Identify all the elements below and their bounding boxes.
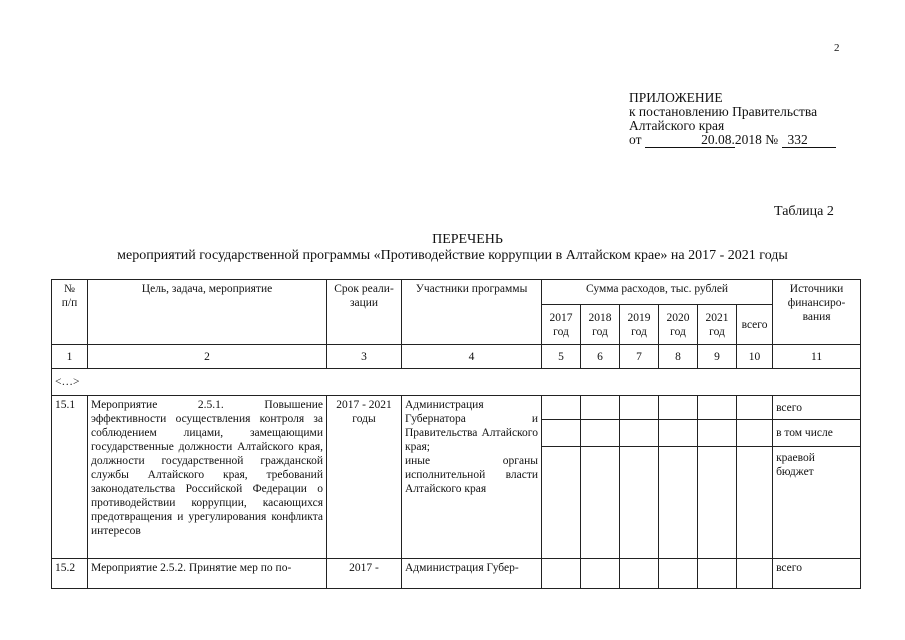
- amount-cell: [581, 559, 620, 589]
- column-number: 1: [52, 345, 88, 369]
- number-label: №: [765, 132, 779, 147]
- amount-cell: [620, 420, 659, 447]
- row-number: 15.1: [52, 396, 88, 559]
- column-number: 6: [581, 345, 620, 369]
- row-source: всего: [773, 559, 861, 589]
- amount-cell: [659, 559, 698, 589]
- header-num: № п/п: [52, 280, 88, 345]
- page-number: 2: [834, 42, 840, 54]
- number-field: 332: [782, 133, 836, 148]
- title-line-1: ПЕРЕЧЕНЬ: [432, 232, 503, 247]
- header-year-2019: 2019 год: [620, 305, 659, 345]
- header-term: Срок реали- зации: [327, 280, 402, 345]
- header-sources: Источники финансиро- вания: [773, 280, 861, 345]
- appendix-block: [629, 91, 836, 148]
- table-label: Таблица 2: [774, 204, 834, 219]
- column-number: 8: [659, 345, 698, 369]
- measures-table: [51, 279, 861, 589]
- column-number: 7: [620, 345, 659, 369]
- column-number: 11: [773, 345, 861, 369]
- header-year-2018: 2018 год: [581, 305, 620, 345]
- amount-cell: [659, 396, 698, 420]
- date-field: 20.08.: [645, 133, 735, 148]
- ellipsis-cell: <…>: [52, 369, 861, 396]
- column-number: 4: [402, 345, 542, 369]
- row-source: краевой бюджет: [773, 447, 861, 559]
- row-participants: Администрация Губер-: [402, 559, 542, 589]
- amount-cell: [620, 396, 659, 420]
- header-year-2021: 2021 год: [698, 305, 737, 345]
- header-goal: Цель, задача, мероприятие: [88, 280, 327, 345]
- row-source: в том числе: [773, 420, 861, 447]
- amount-cell: [620, 447, 659, 559]
- from-label: от: [629, 132, 642, 147]
- row-term: 2017 -: [327, 559, 402, 589]
- amount-cell: [542, 396, 581, 420]
- amount-cell: [737, 420, 773, 447]
- appendix-title: ПРИЛОЖЕНИЕ: [629, 90, 723, 105]
- column-number: 2: [88, 345, 327, 369]
- year-text: 2018: [734, 132, 762, 147]
- column-number: 3: [327, 345, 402, 369]
- amount-cell: [659, 420, 698, 447]
- column-number: 9: [698, 345, 737, 369]
- appendix-date-line: [629, 133, 836, 148]
- header-total: всего: [737, 305, 773, 345]
- row-source: всего: [773, 396, 861, 420]
- amount-cell: [581, 447, 620, 559]
- amount-cell: [620, 559, 659, 589]
- amount-cell: [581, 420, 620, 447]
- table-row: [52, 396, 861, 420]
- amount-cell: [542, 559, 581, 589]
- row-number: 15.2: [52, 559, 88, 589]
- amount-cell: [737, 396, 773, 420]
- table-row: [52, 559, 861, 589]
- row-goal: Мероприятие 2.5.1. Повышение эффективности осуществления контроля за соблюдением лицами, замещающими государственные должности Алтайского края, должности государственной гражданской службы Алтайского края, требований законодательства Российской Федерации о противодействии коррупции, касающихся предотвращения и урегулирования конфликта интересов: [88, 396, 327, 559]
- amount-cell: [542, 420, 581, 447]
- column-number: 5: [542, 345, 581, 369]
- amount-cell: [542, 447, 581, 559]
- header-year-2020: 2020 год: [659, 305, 698, 345]
- amount-cell: [698, 559, 737, 589]
- header-year-2017: 2017 год: [542, 305, 581, 345]
- row-term: 2017 - 2021 годы: [327, 396, 402, 559]
- header-participants: Участники программы: [402, 280, 542, 345]
- document-title: [0, 232, 905, 264]
- amount-cell: [698, 420, 737, 447]
- ellipsis-row: [52, 369, 861, 396]
- amount-cell: [737, 559, 773, 589]
- column-numbers-row: [52, 345, 861, 369]
- header-expenses: Сумма расходов, тыс. рублей: [542, 280, 773, 305]
- appendix-line-2: к постановлению Правительства: [629, 104, 818, 119]
- title-line-2: мероприятий государственной программы «Противодействие коррупции в Алтайском крае» на 2017 - 2021 годы: [117, 248, 788, 263]
- appendix-line-3: Алтайского края: [629, 118, 725, 133]
- amount-cell: [581, 396, 620, 420]
- row-goal: Мероприятие 2.5.2. Принятие мер по по-: [88, 559, 327, 589]
- amount-cell: [698, 396, 737, 420]
- row-participants: Администрация Губернатора и Правительства Алтайского края; иные органы исполнительной власти Алтайского края: [402, 396, 542, 559]
- amount-cell: [659, 447, 698, 559]
- column-number: 10: [737, 345, 773, 369]
- amount-cell: [737, 447, 773, 559]
- amount-cell: [698, 447, 737, 559]
